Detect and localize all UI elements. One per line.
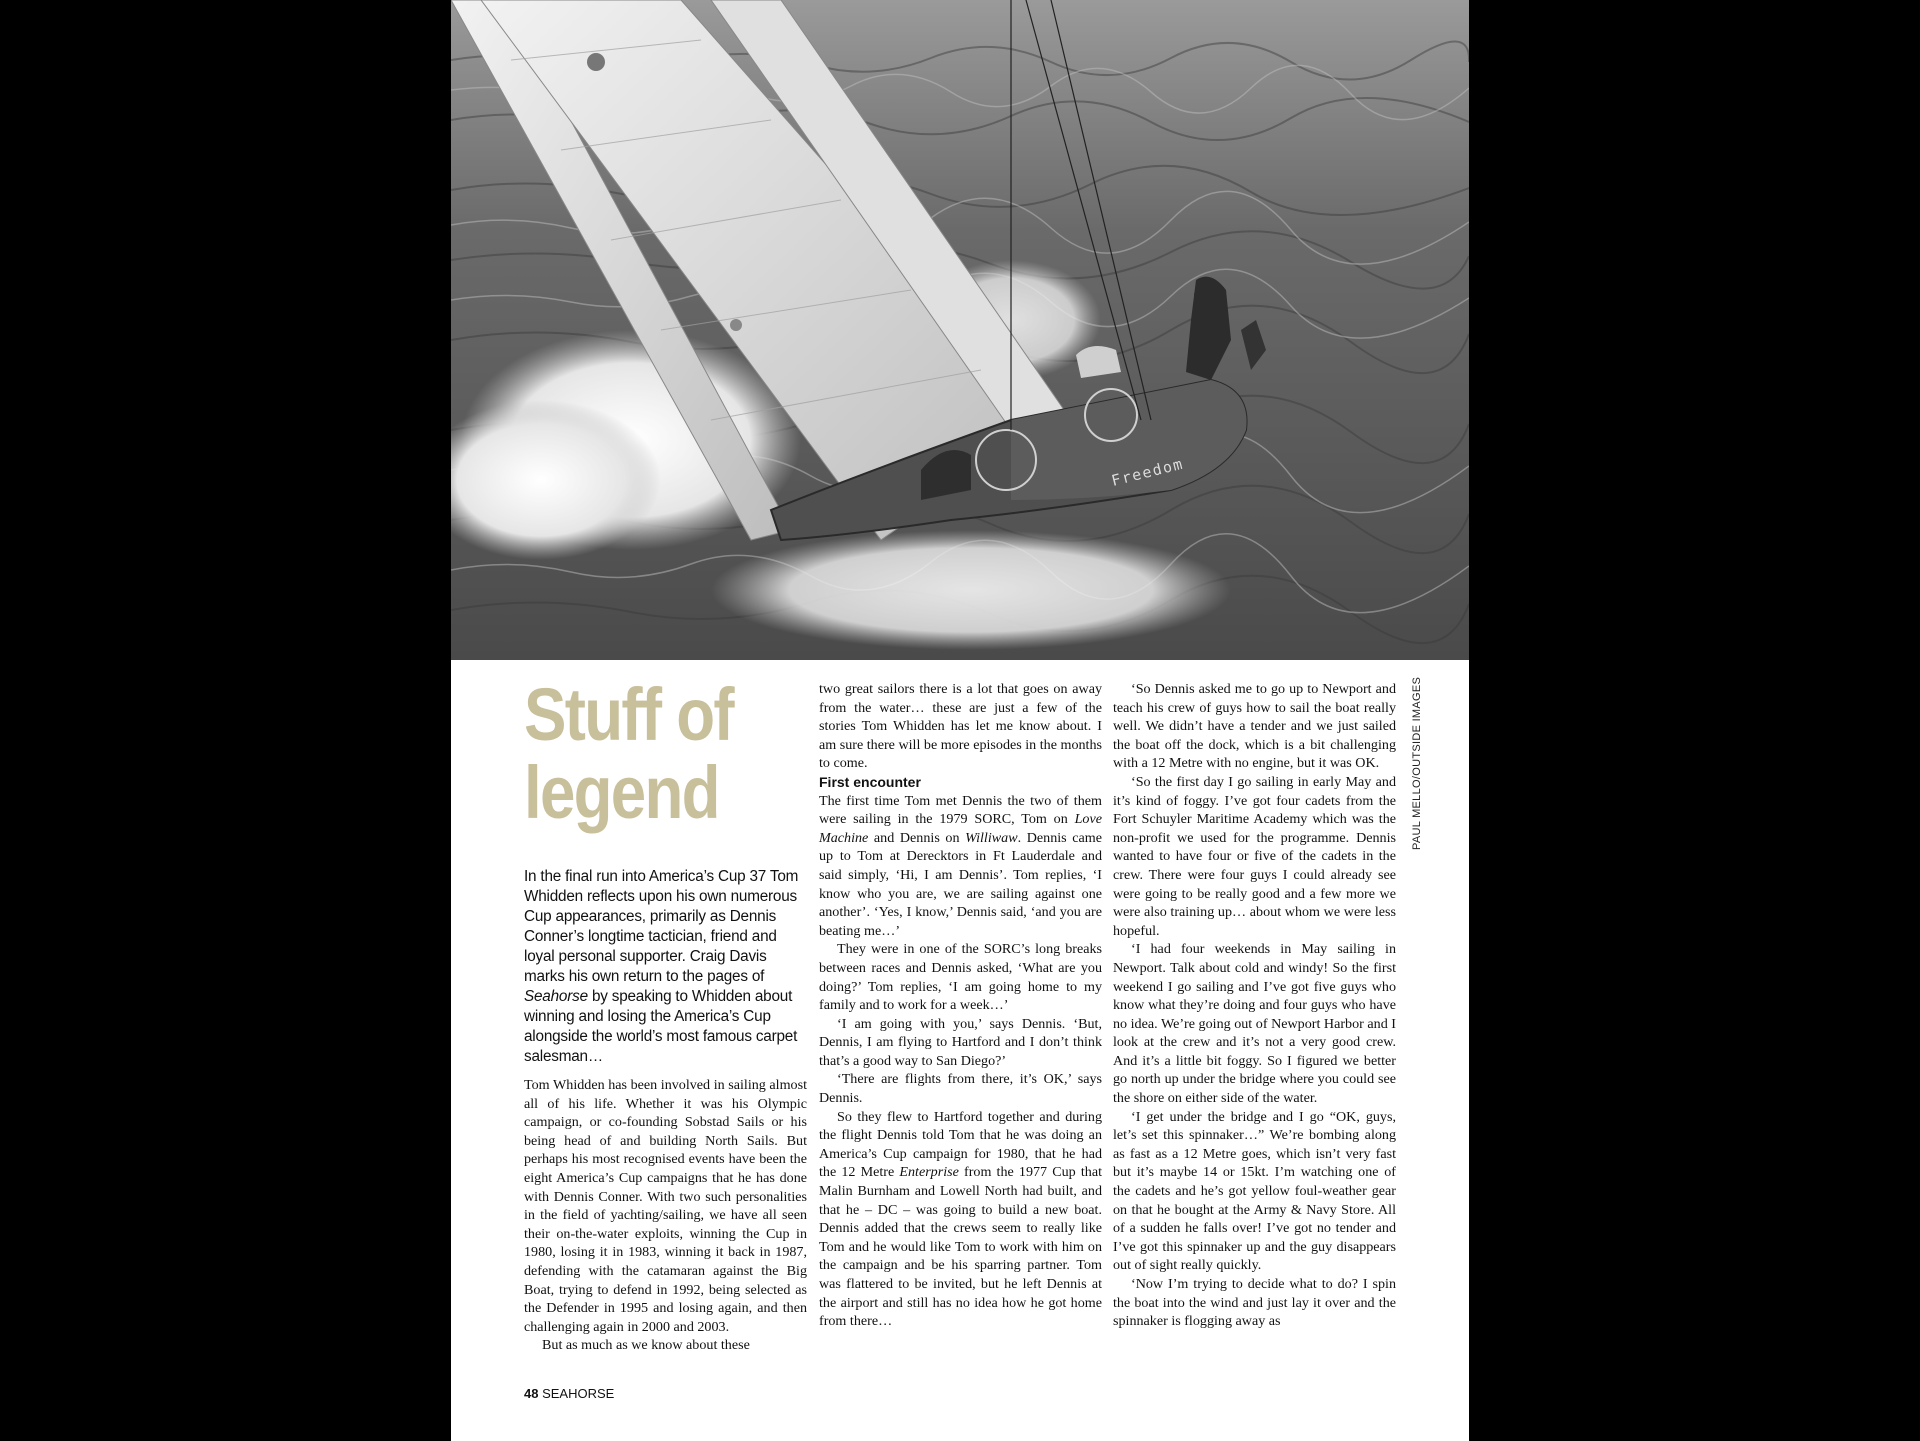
paragraph: ‘So Dennis asked me to go up to Newport and teach his crew of guys how to sail the boat really well. We didn’t have a tender and we just sailed the boat off the dock, which is a bit challenging with a 12 Metre with no engine, but it was OK. — [1113, 681, 1396, 772]
headline-line-1: Stuff of — [524, 673, 733, 756]
text-run: . Dennis came up to Tom at Derecktors in Ft Lauderdale and said simply, ‘Hi, I am Dennis’. Tom replies, ‘I know who you are, we are sailing against one another’. ‘Yes, I know,’ Dennis said, ‘and you are beating me…’ — [819, 829, 1103, 939]
paragraph: ‘So the first day I go sailing in early May and it’s kind of foggy. I’ve got four cadets from the Fort Schuyler Maritime Academy which was the non-profit we used for the programme. Dennis wanted to have four or five of the cadets in the crew. There were four guys I could already see were going to be really good and a few more we were also training up… about whom we were less hopeful. — [1113, 773, 1396, 939]
page-folio — [524, 1386, 614, 1401]
sailing-photo — [451, 0, 1469, 660]
paragraph: But as much as we know about these — [542, 1337, 750, 1354]
column-1 — [524, 1076, 807, 1355]
standfirst — [524, 867, 806, 1067]
boat-name-italic: Love Machine — [819, 811, 1102, 846]
paragraph — [819, 792, 1102, 941]
text-run: and Dennis on — [868, 829, 966, 846]
photo-credit: PAUL MELLO/OUTSIDE IMAGES — [1411, 676, 1423, 850]
paragraph: ‘There are flights from there, it’s OK,’ says Dennis. — [819, 1071, 1102, 1107]
column-3 — [1113, 680, 1396, 1331]
standfirst-text-1: In the final run into America’s Cup 37 Tom Whidden reflects upon his own numerous Cup appearances, primarily as Dennis Conner’s longtime tactician, friend and loyal personal supporter. Craig Davis marks his own return to the pages of — [524, 868, 799, 985]
headline-line-2: legend — [524, 751, 719, 834]
paragraph: ‘I get under the bridge and I go “OK, guys, let’s set this spinnaker…” We’re bombing along as fast as a 12 Metre goes, which isn’t very fast but it’s maybe 14 or 15kt. I’m watching one of the cadets and he’s got yellow foul-weather gear on that he bought at the Army & Navy Store. All of a sudden he falls over! I’ve got no tender and I’ve got this spinnaker up and the guy disappears out of sight really quickly. — [1113, 1108, 1396, 1274]
page-number: 48 — [524, 1386, 539, 1401]
magazine-page — [451, 0, 1469, 1441]
paragraph: ‘I had four weekends in May sailing in Newport. Talk about cold and windy! So the first weekend I go sailing and I’ve got five guys who know what they’re doing and four guys who have no idea. We’re going out of Newport Harbor and I look at the crew and it’s not a very good crew. And it’s a little bit foggy. So I figured we better go north up under the bridge where you could see the shore on either side of the water. — [1113, 941, 1396, 1107]
text-run: The first time Tom met Dennis the two of them were sailing in the 1979 SORC, Tom on — [819, 792, 1102, 828]
paragraph: ‘Now I’m trying to decide what to do? I spin the boat into the wind and just lay it over and the spinnaker is flogging away as — [1113, 1276, 1396, 1330]
paragraph: two great sailors there is a lot that goes on away from the water… these are just a few of the stories Tom Whidden has let me know about. I am sure there will be more episodes in the months to come. — [819, 681, 1102, 772]
paragraph: Tom Whidden has been involved in sailing almost all of his life. Whether it was his Olympic campaign, or co-founding Sobstad Sails or his being head of and building North Sails. But perhaps his most recognised events have been the eight America’s Cup campaigns that he has done with Dennis Conner. With two such personalities in the field of yachting/sailing, we have all seen their on-the-water exploits, winning the Cup in 1980, losing it in 1983, winning it back in 1987, defending with the catamaran against the Big Boat, trying to defend in 1992, being selected as the Defender in 1995 and losing again, and then challenging again in 2000 and 2003. — [524, 1077, 807, 1335]
column-2 — [819, 680, 1102, 1331]
headline — [524, 673, 748, 834]
boat-name-italic: Williwaw — [965, 829, 1018, 846]
paragraph: ‘I am going with you,’ says Dennis. ‘But, Dennis, I am flying to Hartford and I don’t think that’s a good way to San Diego?’ — [819, 1015, 1102, 1069]
standfirst-magazine-name: Seahorse — [524, 988, 588, 1005]
subheading: First encounter — [819, 773, 921, 790]
paragraph — [819, 1108, 1102, 1331]
text-run: from the 1977 Cup that Malin Burnham and Lowell North had built, and that he – DC – was going to build a new boat. Dennis added that the crews seem to really like Tom and he would like Tom to work with him on the campaign and be his sparring partner. Tom was flattered to be invited, but he left Dennis at the airport and still has no idea how he got home from there… — [819, 1164, 1102, 1330]
magazine-name: SEAHORSE — [542, 1386, 615, 1401]
boat-name-italic: Enterprise — [899, 1164, 959, 1181]
boat-name: Freedom — [1109, 454, 1186, 490]
standfirst-text-2: by speaking to Whidden about winning and losing the America’s Cup alongside the world’s most famous carpet salesman… — [524, 988, 798, 1065]
paragraph: They were in one of the SORC’s long breaks between races and Dennis asked, ‘What are you doing?’ Tom replies, ‘I am going home to my family and to work for a week…’ — [819, 941, 1102, 1014]
text-run: So they flew to Hartford together and during the flight Dennis told Tom that he was doing an America’s Cup campaign for 1980, that he had the 12 Metre — [819, 1108, 1102, 1181]
